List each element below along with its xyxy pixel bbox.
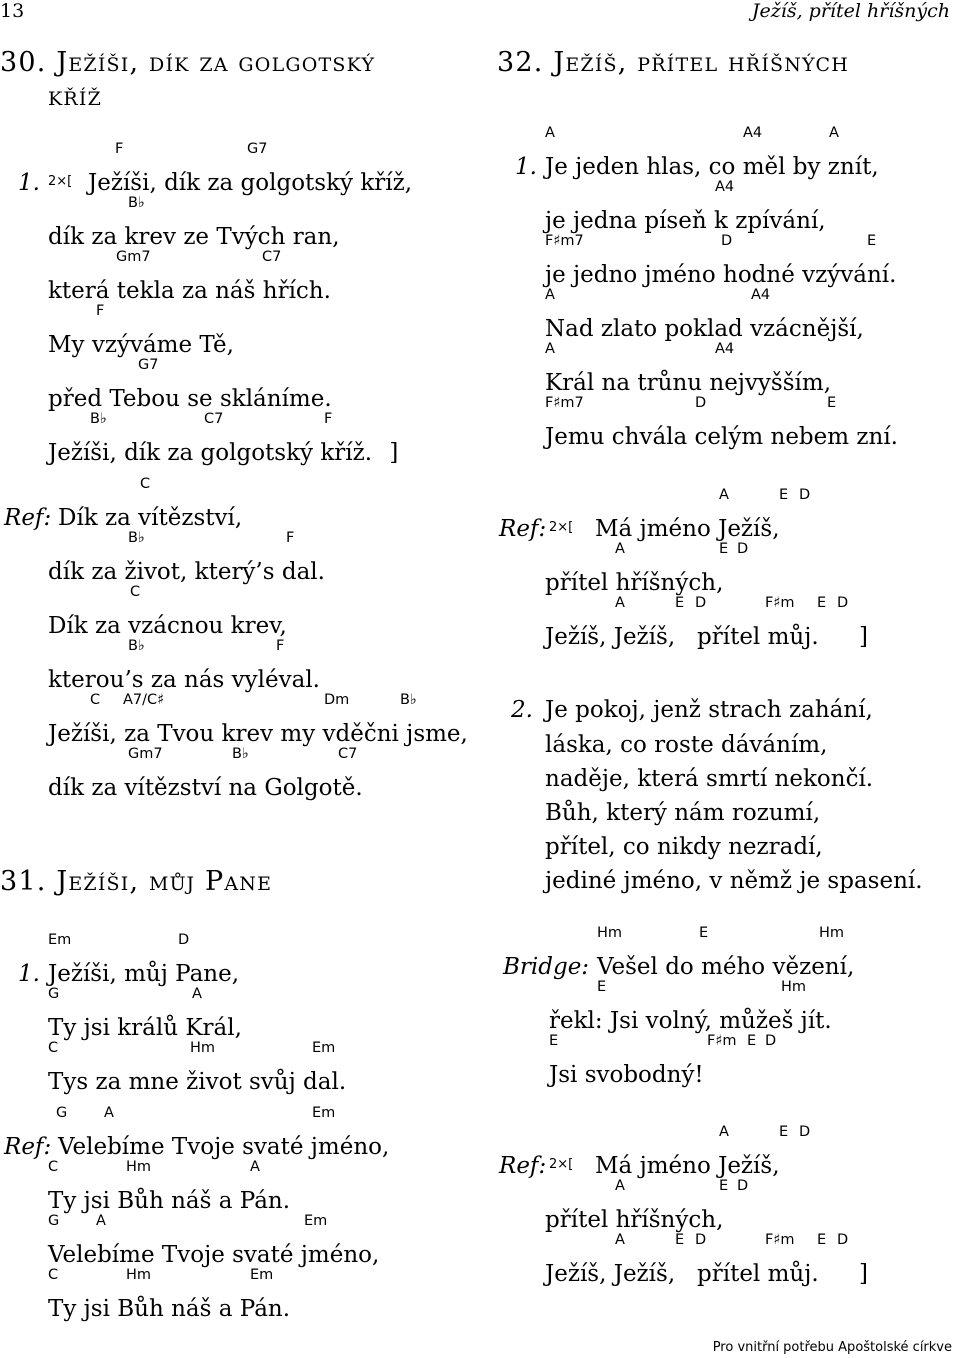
lyric: řekl: Jsi volný, můžeš jít. [549,1008,832,1034]
chord: B♭ [128,195,145,211]
chord: A [545,287,555,303]
lyric: Velebíme Tvoje svaté jméno, [58,1134,390,1160]
chord: A [719,1124,729,1140]
lyric: Velebíme Tvoje svaté jméno, [48,1242,380,1268]
chord: A4 [715,341,735,357]
chord: A [545,341,555,357]
chord: F♯m [765,1232,795,1248]
chord: F♯m7 [545,395,584,411]
chord: E [867,233,877,249]
chord: D [695,1232,707,1248]
chord: Em [304,1213,328,1229]
chord: Hm [781,979,807,995]
lyric: dík za krev ze Tvých ran, [48,224,340,250]
lyric: Vešel do mého vězení, [597,954,855,980]
lyric: Dík za vítězství, [58,505,243,531]
refrain-label: Ref: [4,1134,52,1160]
verse-number: 1. [18,961,40,987]
chord: C [90,692,101,708]
song-32-refrain-line [545,541,749,596]
running-title: Ježíš, přítel hříšných [751,0,950,22]
song-32-refrain2-line [545,1178,749,1233]
lyric: dík za vítězství na Golgotě. [48,775,363,801]
chord: E [817,595,827,611]
lyric: Ježíš, Ježíš, [545,624,676,650]
chord: E [817,1232,827,1248]
chord: Hm [126,1267,152,1283]
song-32-verse2-line: jediné jméno, v němž je spasení. [545,868,923,894]
chord: G [56,1105,68,1121]
chord: E [719,541,729,557]
refrain-label: Ref: [499,1153,547,1179]
chord: Gm7 [128,746,163,762]
chord: C7 [338,746,358,762]
repeat-open: 2×[ [549,520,574,535]
song-30-verse-line [48,357,332,412]
song-30-refrain-line [48,530,325,585]
chord: D [837,595,849,611]
lyric: před Tebou se skláníme. [48,386,332,412]
chord: A [192,986,202,1002]
chord: A [829,125,839,141]
chord: E [675,595,685,611]
song-32-verse-line [545,233,897,288]
song-30-refrain-line [48,584,287,639]
chord: D [695,595,707,611]
chord: E [699,925,709,941]
chord: Em [312,1105,336,1121]
lyric: Ty jsi Bůh náš a Pán. [48,1296,291,1322]
song-31-verse-line [48,1040,347,1095]
repeat-close: ] [389,440,399,466]
bridge-label: Bridge: [503,954,590,980]
lyric: Ty jsi Bůh náš a Pán. [48,1188,291,1214]
song-32-verse-line [545,341,832,396]
repeat-open: 2×[ [48,174,73,189]
verse-number: 1. [18,170,40,196]
song-30-refrain-line [48,638,320,693]
chord: Hm [190,1040,216,1056]
chord: C7 [262,249,282,265]
chord: E [675,1232,685,1248]
chord: C [48,1040,59,1056]
chord: G7 [138,357,159,373]
lyric: přítel můj. [697,1261,819,1287]
chord: A4 [743,125,763,141]
lyric: Dík za vzácnou krev, [48,613,287,639]
lyric: Je pokoj, jenž strach zahání, [545,697,873,723]
lyric: Ježíši, můj Pane, [48,961,240,987]
chord: D [799,1124,811,1140]
chord: F [286,530,295,546]
chord: E [779,487,789,503]
song-30-title: 30. Ježíši, dík za golgotský [0,47,376,78]
footer-note: Pro vnitřní potřebu Apoštolské církve [712,1340,952,1355]
refrain-label: Ref: [4,505,52,531]
verse-number: 2. [511,697,533,723]
lyric: Jemu chvála celým nebem zní. [545,424,898,450]
chord: D [721,233,733,249]
chord: Em [312,1040,336,1056]
chord: C [140,476,151,492]
chord: B♭ [128,530,145,546]
song-32-verse2-line: Bůh, který nám rozumí, [545,800,821,826]
chord: Hm [126,1159,152,1175]
song-31-refrain-line [48,1213,380,1268]
lyric: Ty jsi králů Král, [48,1015,242,1041]
chord: A4 [751,287,771,303]
chord: A [104,1105,114,1121]
song-30-verse-line [48,195,340,250]
lyric: Má jméno Ježíš, [595,1153,780,1179]
lyric: Ježíši, dík za golgotský kříž. [48,440,373,466]
song-32-verse-line [545,395,898,450]
chord: E [827,395,837,411]
chord: D [695,395,707,411]
chord: F♯m [707,1033,737,1049]
song-30-refrain-line [48,692,468,747]
chord: A [615,541,625,557]
chord: A [719,487,729,503]
chord: A [615,1232,625,1248]
chord: Gm7 [116,249,151,265]
chord: Em [48,932,72,948]
chord: G [48,986,60,1002]
chord: Em [250,1267,274,1283]
song-30-verse-line [48,249,331,304]
page-number: 13 [0,0,25,22]
song-32-verse2-line: přítel, co nikdy nezradí, [545,834,823,860]
refrain-label: Ref: [499,516,547,542]
chord: F♯m7 [545,233,584,249]
chord: A7/C♯ [123,692,165,708]
song-31-refrain-line [48,1159,291,1214]
lyric: Tys za mne život svůj dal. [48,1069,347,1095]
chord: F [96,303,105,319]
lyric: kterou’s za nás vyléval. [48,667,320,693]
repeat-close: ] [859,1261,868,1287]
chord: Dm [324,692,350,708]
repeat-open: 2×[ [549,1157,574,1172]
chord: A4 [715,179,735,195]
lyric: My vzýváme Tě, [48,332,234,358]
song-32-verse2-line: láska, co roste dáváním, [545,732,828,758]
chord: A [250,1159,260,1175]
chord: G7 [247,141,268,157]
repeat-close: ] [859,624,868,650]
song-31-verse-line [48,986,242,1041]
chord: F [276,638,285,654]
lyric: Ježíši, za Tvou krev my vděčni jsme, [48,721,468,747]
lyric: která tekla za náš hřích. [48,278,331,304]
song-31-refrain-line [48,1267,291,1322]
chord: E [597,979,607,995]
chord: D [837,1232,849,1248]
chord: A [545,125,555,141]
lyric: přítel hříšných, [545,570,724,596]
chord: E [747,1033,757,1049]
chord: D [737,541,749,557]
song-30-verse-line [48,411,399,466]
song-32-verse-line [545,179,826,234]
lyric: Je jeden hlas, co měl by znít, [545,154,879,180]
song-32-verse-line [545,287,864,342]
chord: A [96,1213,106,1229]
song-30-verse-line [48,303,234,358]
chord: D [178,932,190,948]
lyric: Jsi svobodný! [549,1062,704,1088]
song-30-refrain-line [48,746,363,801]
chord: D [799,487,811,503]
chord: C7 [204,411,224,427]
lyric: dík za život, který’s dal. [48,559,325,585]
chord: E [719,1178,729,1194]
chord: D [765,1033,777,1049]
chord: F [324,411,333,427]
lyric: přítel můj. [697,624,819,650]
lyric: Nad zlato poklad vzácnější, [545,316,864,342]
chord: F♯m [765,595,795,611]
song-32-bridge-line [549,1033,777,1088]
lyric: Ježíši, dík za golgotský kříž, [88,170,413,196]
lyric: je jedno jméno hodné vzývání. [545,262,897,288]
lyric: Ježíš, Ježíš, [545,1261,676,1287]
lyric: přítel hříšných, [545,1207,724,1233]
lyric: Král na trůnu nejvyšším, [545,370,832,396]
chord: B♭ [400,692,417,708]
song-30-title-cont: kříž [48,81,103,112]
chord: D [737,1178,749,1194]
verse-number: 1. [515,154,537,180]
song-32-title: 32. Ježíš, přítel hříšných [497,47,849,78]
chord: Hm [819,925,845,941]
chord: B♭ [128,638,145,654]
chord: Hm [597,925,623,941]
song-31-title: 31. Ježíši, můj Pane [0,866,273,897]
lyric: Má jméno Ježíš, [595,516,780,542]
chord: B♭ [90,411,107,427]
chord: C [48,1267,59,1283]
chord: F [115,141,124,157]
lyric: je jedna píseň k zpívání, [545,208,826,234]
chord: C [48,1159,59,1175]
song-32-verse2-line: naděje, která smrtí nekončí. [545,766,874,792]
chord: G [48,1213,60,1229]
chord: A [615,595,625,611]
chord: E [779,1124,789,1140]
chord: B♭ [232,746,249,762]
chord: C [130,584,141,600]
chord: A [615,1178,625,1194]
song-32-bridge-line [549,979,832,1034]
chord: E [549,1033,559,1049]
